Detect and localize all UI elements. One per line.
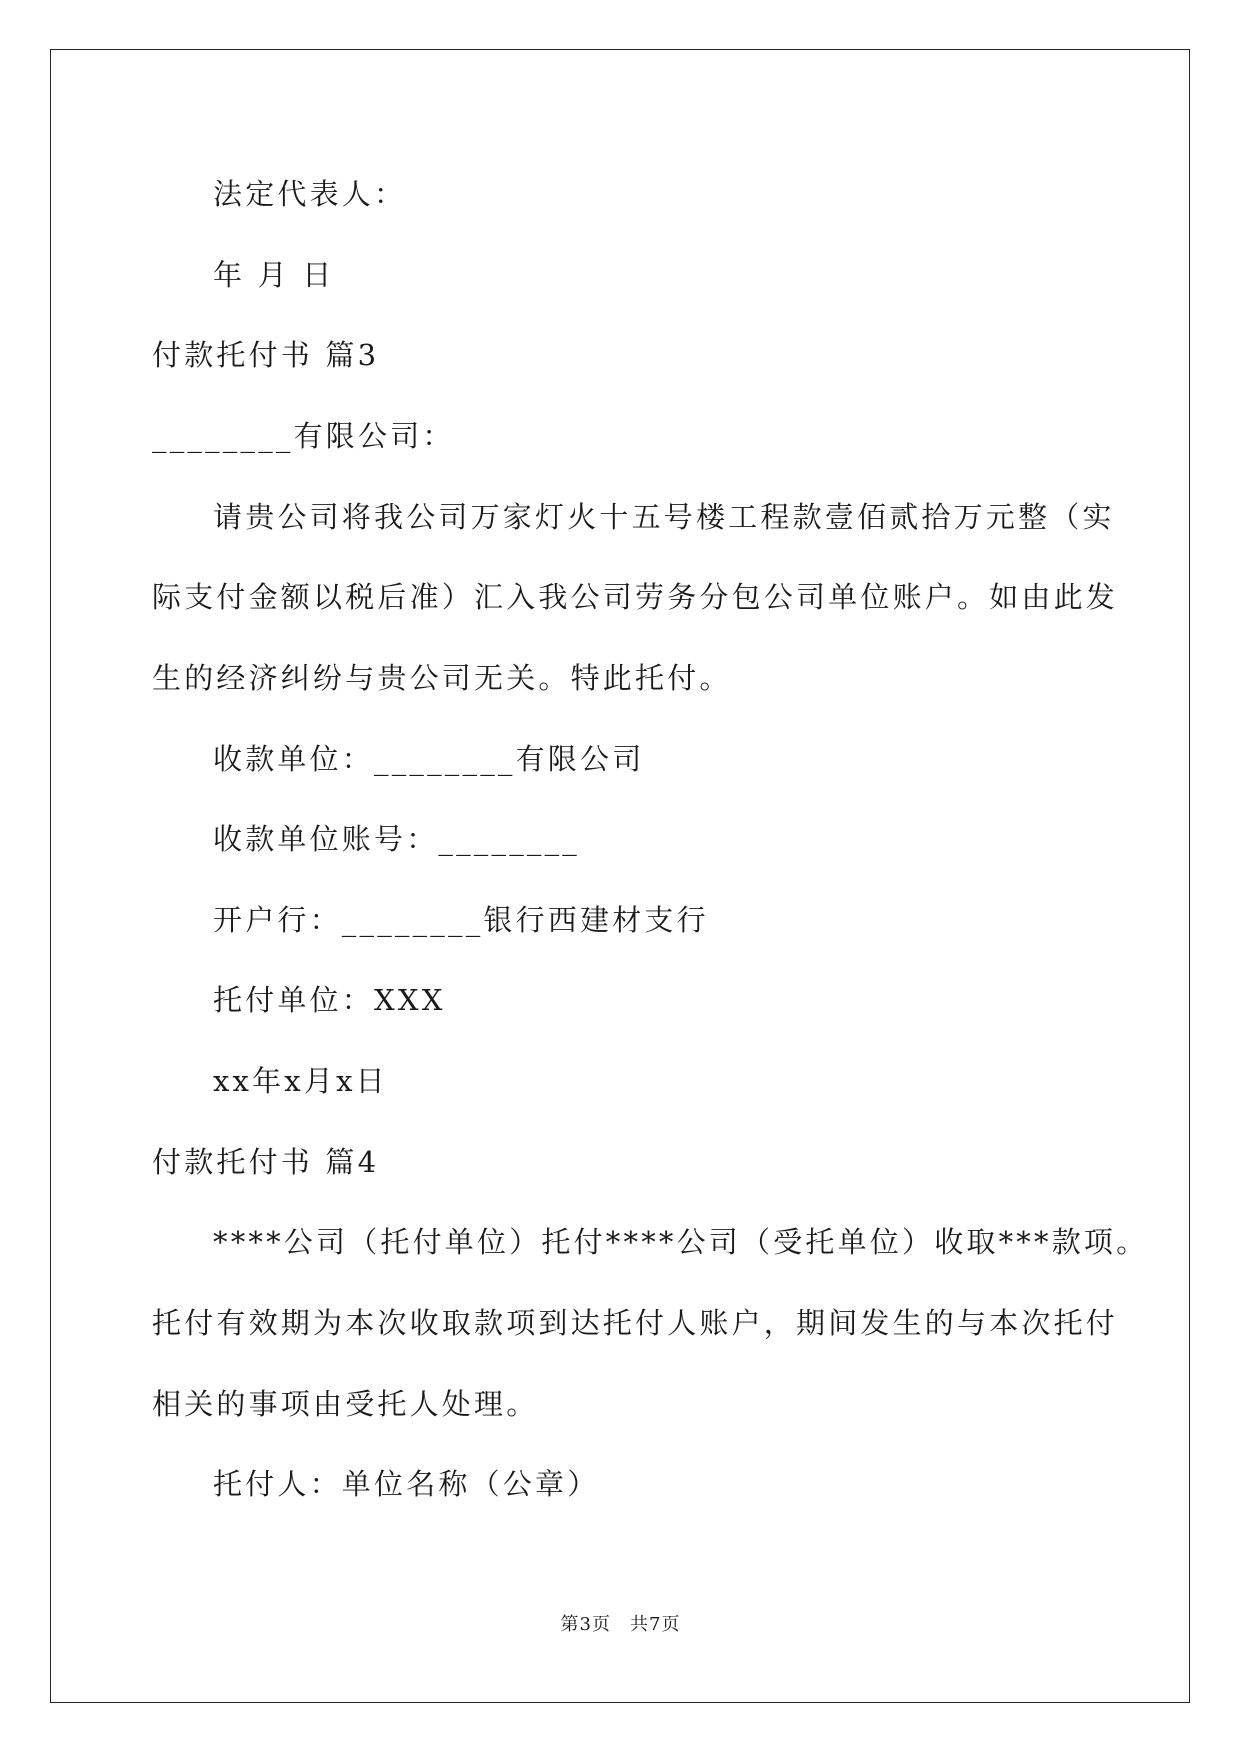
body-paragraph-line-1: 请贵公司将我公司万家灯火十五号楼工程款壹佰贰拾万元整（实 bbox=[213, 500, 1115, 534]
page-border bbox=[50, 49, 1190, 1703]
entrusting-unit-line: 托付单位：XXX bbox=[213, 983, 446, 1017]
signing-date-line: xx年x月x日 bbox=[213, 1064, 388, 1098]
entrust-paragraph-line-3: 相关的事项由受托人处理。 bbox=[152, 1387, 539, 1421]
page-number-footer: 第3页 共7页 bbox=[560, 1614, 681, 1635]
addressee-line: ________有限公司： bbox=[152, 419, 455, 453]
date-line: 年 月 日 bbox=[213, 258, 335, 292]
entrusting-party-line: 托付人：单位名称（公章） bbox=[213, 1467, 600, 1501]
entrust-paragraph-line-1: ****公司（托付单位）托付****公司（受托单位）收取***款项。 bbox=[213, 1225, 1149, 1259]
section-heading-3: 付款托付书 篇3 bbox=[152, 338, 380, 372]
entrust-paragraph-line-2: 托付有效期为本次收取款项到达托付人账户，期间发生的与本次托付 bbox=[152, 1306, 1119, 1340]
payee-unit-line: 收款单位：________有限公司 bbox=[213, 742, 645, 776]
legal-representative-line: 法定代表人： bbox=[213, 177, 407, 211]
body-paragraph-line-3: 生的经济纠纷与贵公司无关。特此托付。 bbox=[152, 661, 732, 695]
section-heading-4: 付款托付书 篇4 bbox=[152, 1145, 380, 1179]
bank-line: 开户行：________银行西建材支行 bbox=[213, 903, 709, 937]
body-paragraph-line-2: 际支付金额以税后准）汇入我公司劳务分包公司单位账户。如由此发 bbox=[152, 580, 1119, 614]
payee-account-line: 收款单位账号：________ bbox=[213, 822, 581, 856]
